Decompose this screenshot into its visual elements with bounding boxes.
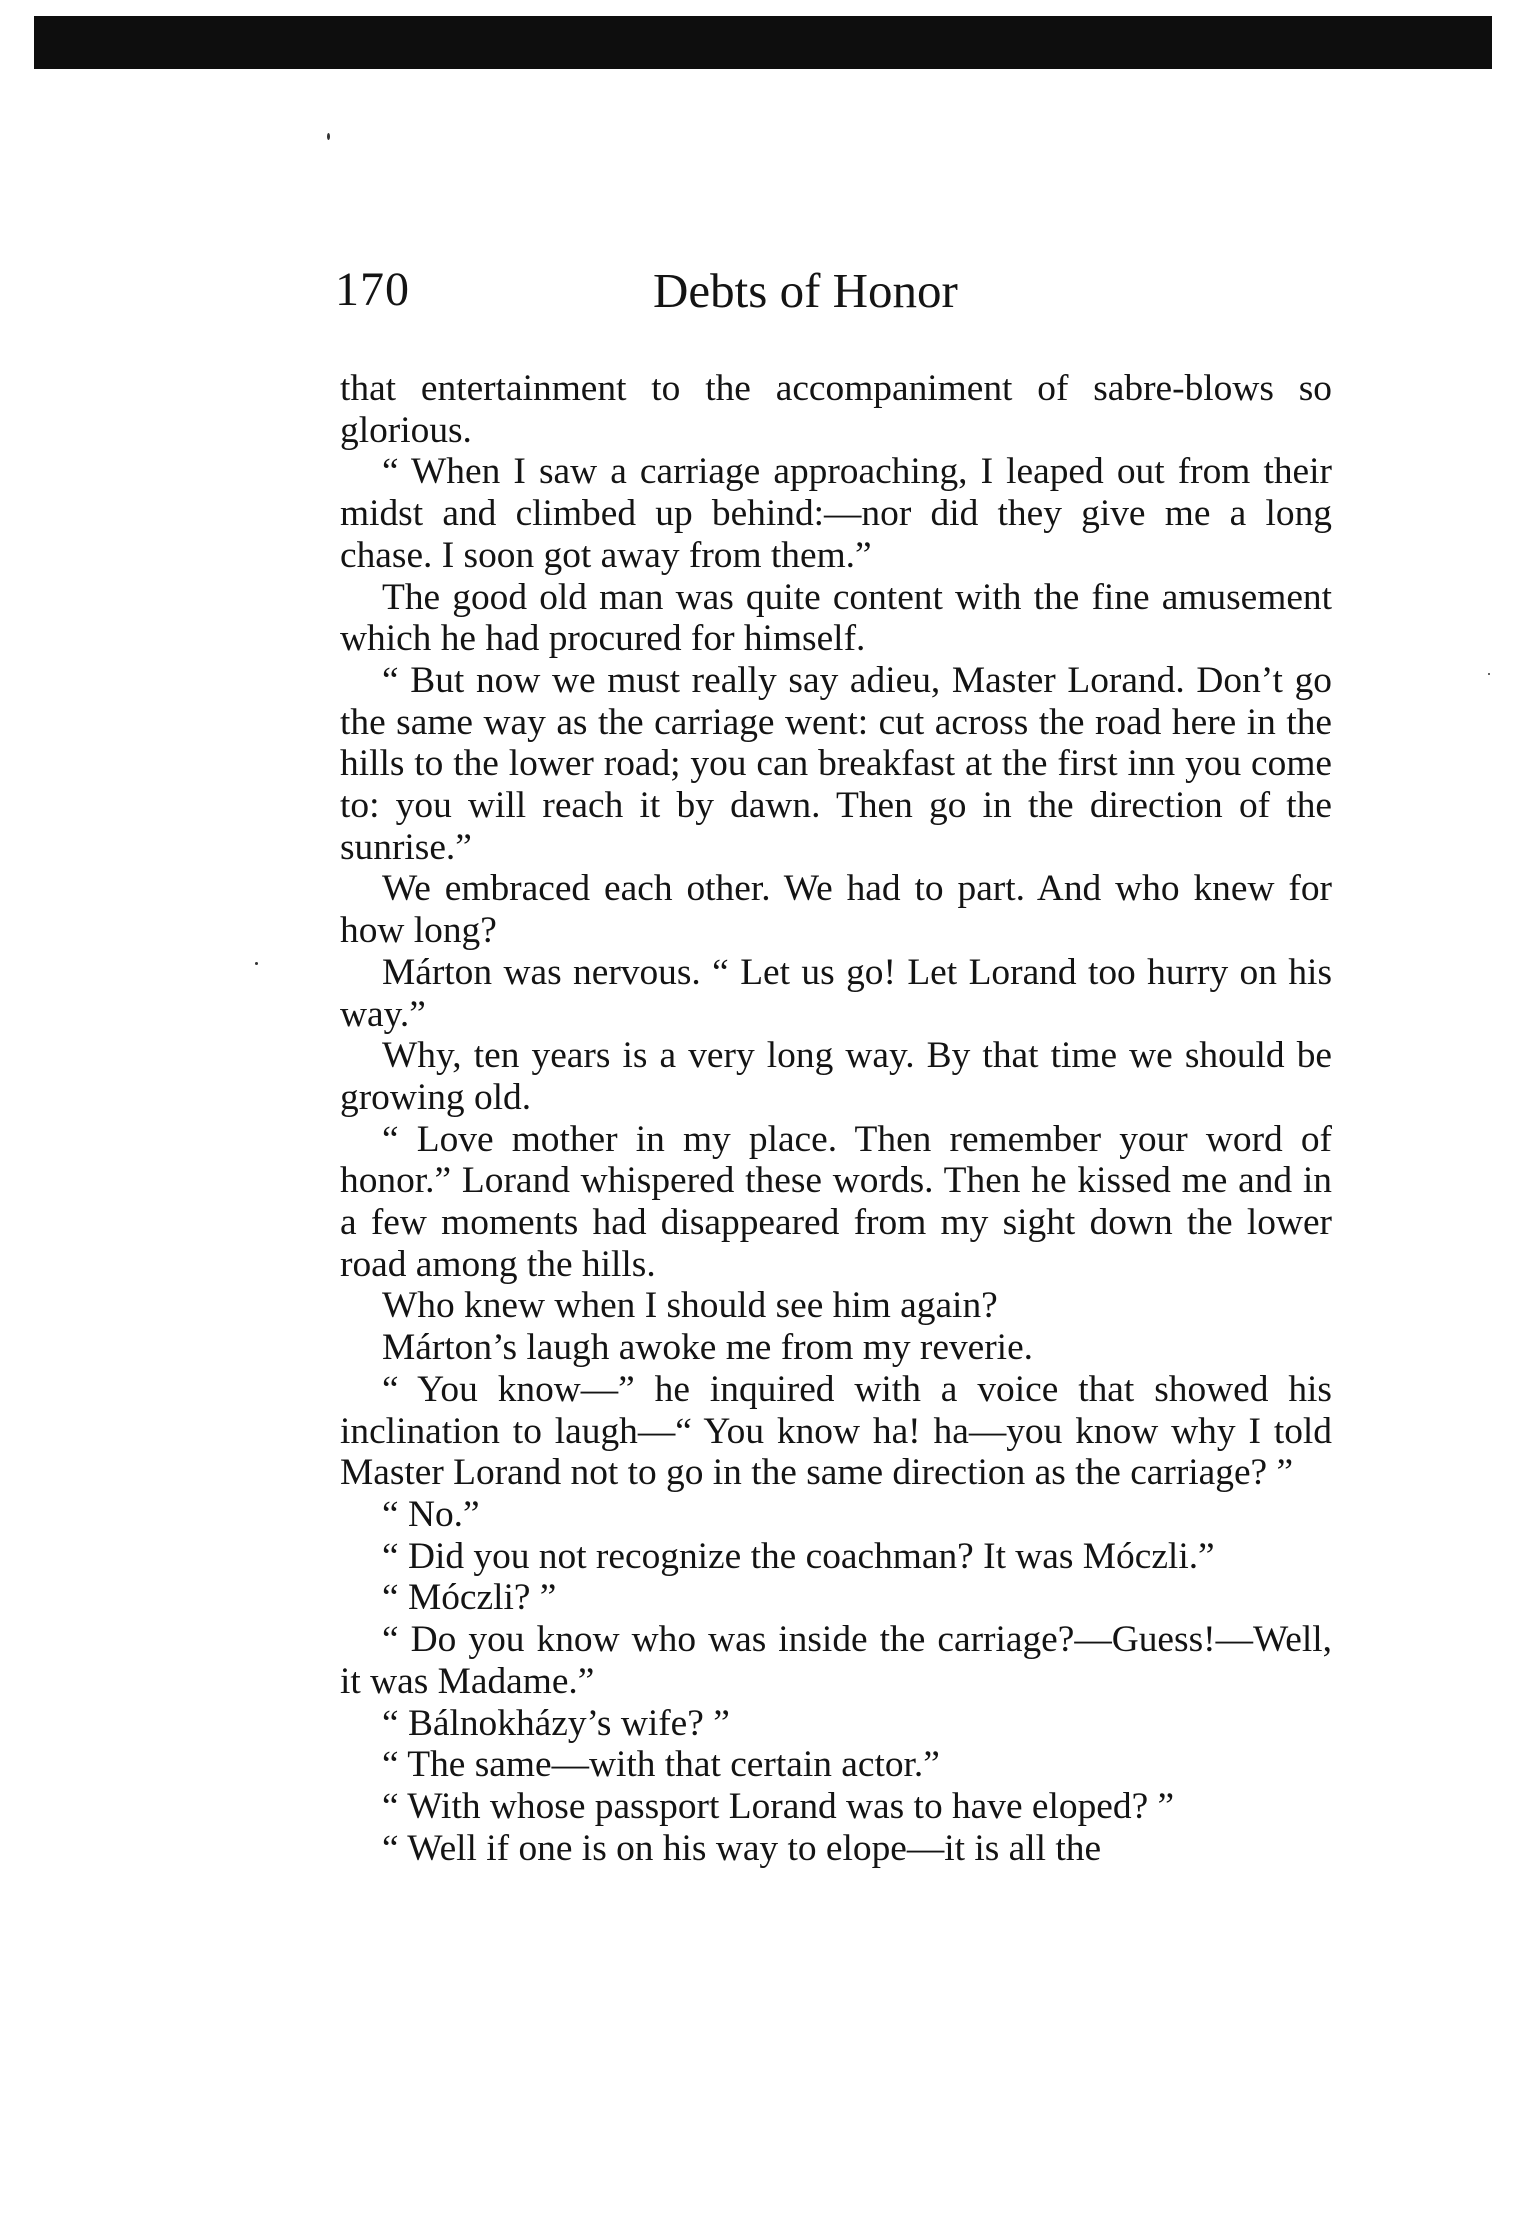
paragraph: “ The same—with that certain actor.”: [382, 1744, 940, 1786]
paragraph: “ Do you know who was inside the carriage?—Guess!—Well, it was Madame.”: [340, 1619, 1332, 1702]
paragraph: “ You know—” he inquired with a voice that showed his inclination to laugh—“ You know ha! ha—you know why I told Master Lorand not to go in the same direction as the carriage? ”: [340, 1368, 1332, 1494]
paragraph: “ Love mother in my place. Then remember your word of honor.” Lorand whispered these words. Then he kissed me and in a few moments had disappeared from my sight down the lower road among the hills.: [340, 1118, 1332, 1285]
paragraph: Who knew when I should see him again?: [382, 1285, 998, 1327]
paragraph: The good old man was quite content with the fine amusement which he had procured for himself.: [340, 576, 1332, 660]
paragraph: “ But now we must really say adieu, Master Lorand. Don’t go the same way as the carriage went: cut across the road here in the hills to the lower road; you can breakfast at the first inn you come to: you will reach it by dawn. Then go in the direction of the sunrise.”: [340, 659, 1332, 868]
paragraph: “ Well if one is on his way to elope—it is all the: [382, 1827, 1102, 1869]
page-number: 170: [335, 263, 410, 316]
scan-border: [34, 16, 1492, 69]
paragraph: that entertainment to the accompaniment of sabre-blows so glorious.: [340, 368, 1332, 451]
page-header: [335, 262, 1335, 332]
paragraph: “ With whose passport Lorand was to have eloped? ”: [382, 1785, 1175, 1827]
paragraph: “ When I saw a carriage approaching, I leaped out from their midst and climbed up behind:—nor did they give me a long chase. I soon got away from them.”: [340, 451, 1332, 576]
scan-speck: [1488, 673, 1490, 675]
paragraph: “ No.”: [382, 1493, 480, 1535]
paragraph: “ Did you not recognize the coachman? It was Móczli.”: [382, 1535, 1215, 1577]
running-title: Debts of Honor: [653, 263, 958, 318]
paragraph: “ Bálnokházy’s wife? ”: [382, 1702, 730, 1744]
paragraph: Márton was nervous. “ Let us go! Let Lorand too hurry on his way.”: [340, 951, 1332, 1035]
paragraph: Márton’s laugh awoke me from my reverie.: [382, 1327, 1034, 1369]
paragraph: We embraced each other. We had to part. And who knew for how long?: [340, 868, 1332, 952]
paragraph: Why, ten years is a very long way. By that time we should be growing old.: [340, 1035, 1332, 1118]
scan-speck: [255, 962, 258, 965]
paragraph: “ Móczli? ”: [382, 1577, 557, 1619]
body-text: [340, 368, 1332, 1869]
scan-speck: [327, 133, 330, 140]
